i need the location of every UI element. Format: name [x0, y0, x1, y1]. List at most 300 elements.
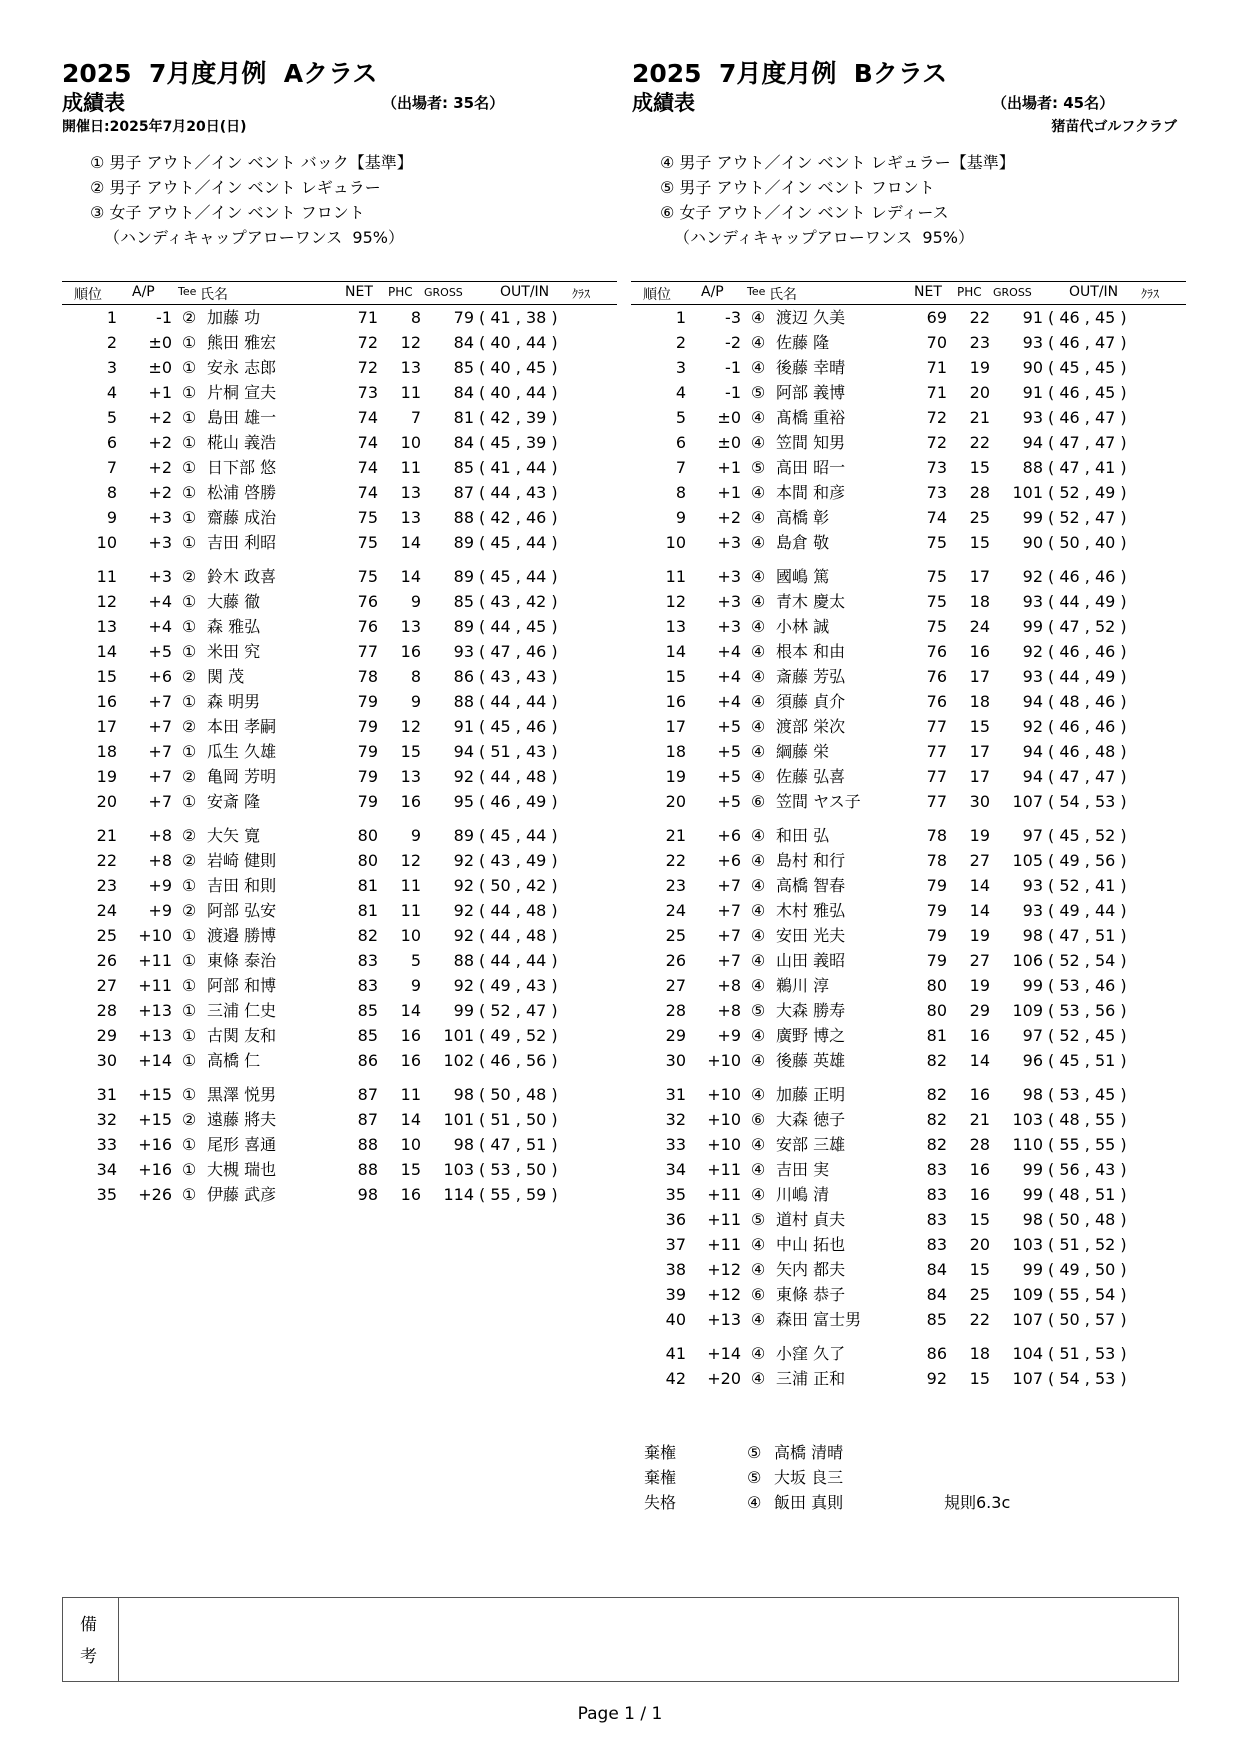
ap-cell: +9 [717, 1026, 741, 1045]
tee-cell: ① [181, 742, 197, 761]
name-cell: 吉田 利昭 [207, 533, 277, 552]
table-row [631, 589, 1186, 614]
tee-cell: ⑤ [750, 1210, 766, 1229]
table-row [62, 305, 617, 330]
tee-cell: ① [181, 458, 197, 477]
out-in-cell: ( 53 , 50 ) [479, 1160, 558, 1179]
name-cell: 安斎 隆 [207, 792, 261, 811]
tee-cell: ④ [750, 717, 766, 736]
phc-cell: 13 [400, 483, 421, 502]
table-row [631, 330, 1186, 355]
gross-cell: 93 [1022, 667, 1043, 686]
out-in-cell: ( 49 , 50 ) [1048, 1260, 1127, 1279]
ap-cell: +14 [707, 1344, 741, 1363]
ap-cell: +16 [138, 1160, 172, 1179]
gross-cell: 94 [453, 742, 474, 761]
table-row [62, 664, 617, 689]
gross-cell: 110 [1012, 1135, 1043, 1154]
name-cell: 椛山 義浩 [207, 433, 277, 452]
name-cell: 安田 光夫 [776, 926, 846, 945]
net-cell: 98 [357, 1185, 378, 1204]
gross-cell: 90 [1022, 358, 1043, 377]
gross-cell: 99 [1022, 508, 1043, 527]
net-cell: 81 [357, 901, 378, 920]
rank-cell: 34 [665, 1160, 686, 1179]
gross-cell: 93 [453, 642, 474, 661]
name-cell: 鈴木 政喜 [207, 567, 277, 586]
table-row [631, 664, 1186, 689]
rank-cell: 3 [675, 358, 686, 377]
out-in-cell: ( 46 , 49 ) [479, 792, 558, 811]
net-cell: 74 [357, 458, 378, 477]
table-row [62, 948, 617, 973]
col-ap: A/P [132, 284, 155, 300]
table-row [62, 898, 617, 923]
name-cell: 安永 志郎 [207, 358, 277, 377]
out-in-cell: ( 46 , 46 ) [1048, 717, 1127, 736]
tee-cell: ② [181, 567, 197, 586]
name-cell: 矢内 都夫 [776, 1260, 846, 1279]
out-in-cell: ( 47 , 51 ) [479, 1135, 558, 1154]
tee-cell: ① [181, 592, 197, 611]
col-rank: 順位 [643, 287, 671, 303]
tee-cell: ② [181, 767, 197, 786]
table-row [62, 823, 617, 848]
table-row [631, 923, 1186, 948]
gross-cell: 92 [453, 926, 474, 945]
tee-cell: ① [181, 1085, 197, 1104]
phc-cell: 15 [969, 1369, 990, 1388]
tee-legend-item: ④ 男子 アウト／イン ベント レギュラー【基準】 [660, 153, 1015, 172]
out-in-cell: ( 53 , 46 ) [1048, 976, 1127, 995]
tee-cell: ④ [750, 592, 766, 611]
gross-cell: 89 [453, 617, 474, 636]
net-cell: 83 [357, 951, 378, 970]
gross-cell: 81 [453, 408, 474, 427]
tee-cell: ① [181, 383, 197, 402]
out-in-cell: ( 55 , 59 ) [479, 1185, 558, 1204]
rank-cell: 41 [665, 1344, 686, 1363]
ap-cell: +7 [148, 792, 172, 811]
ap-cell: +5 [717, 742, 741, 761]
table-row [631, 530, 1186, 555]
name-cell: 後藤 幸晴 [776, 358, 846, 377]
gross-cell: 103 [443, 1160, 474, 1179]
name-cell: 島田 雄一 [207, 408, 277, 427]
handicap-note-a: （ハンディキャップアローワンス 95%） [104, 228, 404, 247]
out-in-cell: ( 47 , 52 ) [1048, 617, 1127, 636]
header-b [632, 58, 1177, 250]
net-cell: 77 [926, 792, 947, 811]
ap-cell: +9 [148, 876, 172, 895]
out-in-cell: ( 46 , 48 ) [1048, 742, 1127, 761]
net-cell: 92 [926, 1369, 947, 1388]
tee-cell: ② [181, 308, 197, 327]
tee-cell: ② [181, 1110, 197, 1129]
ap-cell: +2 [148, 433, 172, 452]
tee-cell: ⑤ [747, 1468, 762, 1487]
name-cell: 大藤 徹 [207, 592, 261, 611]
gross-cell: 97 [1022, 826, 1043, 845]
net-cell: 69 [926, 308, 947, 327]
tee-cell: ① [181, 433, 197, 452]
out-in-cell: ( 51 , 52 ) [1048, 1235, 1127, 1254]
table-row [62, 1157, 617, 1182]
net-cell: 74 [357, 483, 378, 502]
phc-cell: 8 [410, 667, 421, 686]
tee-cell: ④ [750, 333, 766, 352]
rank-cell: 33 [96, 1135, 117, 1154]
table-row [62, 848, 617, 873]
out-in-cell: ( 51 , 53 ) [1048, 1344, 1127, 1363]
gross-cell: 88 [453, 692, 474, 711]
out-in-cell: ( 46 , 56 ) [479, 1051, 558, 1070]
name-cell: 小窪 久了 [776, 1344, 846, 1363]
ap-cell: +11 [707, 1160, 741, 1179]
table-row [62, 973, 617, 998]
tee-cell: ① [181, 642, 197, 661]
net-cell: 79 [357, 767, 378, 786]
ap-cell: -2 [725, 333, 741, 352]
table-row [62, 923, 617, 948]
tee-cell: ① [181, 617, 197, 636]
table-row [631, 1282, 1186, 1307]
net-cell: 76 [926, 642, 947, 661]
phc-cell: 8 [410, 308, 421, 327]
net-cell: 83 [926, 1235, 947, 1254]
table-header [631, 281, 1186, 305]
page-footer: Page 1 / 1 [577, 1704, 663, 1724]
phc-cell: 16 [400, 1185, 421, 1204]
table-row [62, 714, 617, 739]
rank-cell: 31 [96, 1085, 117, 1104]
rank-cell: 36 [665, 1210, 686, 1229]
table-row [62, 405, 617, 430]
tee-cell: ④ [750, 1051, 766, 1070]
phc-cell: 7 [410, 408, 421, 427]
ap-cell: +15 [138, 1085, 172, 1104]
entrants-a: （出場者: 35名） [382, 94, 505, 112]
rank-cell: 25 [96, 926, 117, 945]
name-cell: 中山 拓也 [776, 1235, 846, 1254]
phc-cell: 9 [410, 826, 421, 845]
out-in-cell: ( 46 , 46 ) [1048, 642, 1127, 661]
phc-cell: 25 [969, 1285, 990, 1304]
out-in-cell: ( 54 , 53 ) [1048, 792, 1127, 811]
rank-cell: 1 [675, 308, 686, 327]
table-row [62, 689, 617, 714]
phc-cell: 27 [969, 951, 990, 970]
name-cell: 尾形 喜通 [207, 1135, 277, 1154]
tee-cell: ④ [750, 533, 766, 552]
rank-cell: 22 [665, 851, 686, 870]
ap-cell: +11 [707, 1185, 741, 1204]
rank-cell: 3 [106, 358, 117, 377]
out-in-cell: ( 45 , 39 ) [479, 433, 558, 452]
col-ap: A/P [701, 284, 724, 300]
ap-cell: +13 [138, 1026, 172, 1045]
rank-cell: 35 [665, 1185, 686, 1204]
ap-cell: +7 [717, 951, 741, 970]
name-cell: 日下部 悠 [207, 458, 277, 477]
rank-cell: 5 [106, 408, 117, 427]
table-row [631, 789, 1186, 814]
gross-cell: 92 [453, 767, 474, 786]
table-row [631, 739, 1186, 764]
rank-cell: 32 [96, 1110, 117, 1129]
net-cell: 77 [926, 742, 947, 761]
table-row [631, 405, 1186, 430]
out-in-cell: ( 47 , 51 ) [1048, 926, 1127, 945]
tee-cell: ② [181, 667, 197, 686]
net-cell: 86 [926, 1344, 947, 1363]
phc-cell: 18 [969, 592, 990, 611]
rank-cell: 24 [96, 901, 117, 920]
name-cell: 加藤 正明 [776, 1085, 846, 1104]
ap-cell: -3 [725, 308, 741, 327]
tee-cell: ④ [750, 976, 766, 995]
name-cell: 髙橋 重裕 [776, 408, 846, 427]
net-cell: 84 [926, 1285, 947, 1304]
table-row [62, 998, 617, 1023]
out-in-cell: ( 44 , 48 ) [479, 926, 558, 945]
tee-cell: ④ [750, 1085, 766, 1104]
table-row [631, 1232, 1186, 1257]
out-in-cell: ( 49 , 52 ) [479, 1026, 558, 1045]
rank-cell: 18 [96, 742, 117, 761]
col-out-in: OUT/IN [1069, 284, 1119, 300]
gross-cell: 79 [453, 308, 474, 327]
tee-cell: ④ [750, 358, 766, 377]
gross-cell: 99 [1022, 617, 1043, 636]
net-cell: 88 [357, 1160, 378, 1179]
ap-cell: +7 [148, 742, 172, 761]
phc-cell: 17 [969, 742, 990, 761]
out-in-cell: ( 56 , 43 ) [1048, 1160, 1127, 1179]
net-cell: 85 [357, 1026, 378, 1045]
gross-cell: 93 [1022, 408, 1043, 427]
name-cell: 根本 和由 [776, 642, 846, 661]
phc-cell: 15 [400, 742, 421, 761]
net-cell: 87 [357, 1110, 378, 1129]
name-cell: 渡部 栄次 [776, 717, 846, 736]
out-in-cell: ( 51 , 43 ) [479, 742, 558, 761]
col-phc: PHC [957, 285, 982, 299]
name-cell: 関 茂 [207, 667, 245, 686]
rank-cell: 34 [96, 1160, 117, 1179]
ap-cell: +4 [717, 692, 741, 711]
net-cell: 72 [926, 408, 947, 427]
ap-cell: -1 [725, 358, 741, 377]
tee-cell: ① [181, 1185, 197, 1204]
rank-cell: 23 [665, 876, 686, 895]
remarks-label-char: 考 [80, 1647, 97, 1667]
table-row [631, 505, 1186, 530]
tee-cell: ④ [750, 1235, 766, 1254]
rank-cell: 20 [665, 792, 686, 811]
tee-cell: ⑤ [750, 458, 766, 477]
name-cell: 斎藤 芳弘 [776, 667, 846, 686]
ap-cell: +5 [148, 642, 172, 661]
out-in-cell: ( 45 , 51 ) [1048, 1051, 1127, 1070]
tee-cell: ⑥ [750, 1285, 766, 1304]
out-in-cell: ( 46 , 46 ) [1048, 567, 1127, 586]
tee-cell: ④ [750, 1135, 766, 1154]
gross-cell: 107 [1012, 792, 1043, 811]
gross-cell: 90 [1022, 533, 1043, 552]
name-cell: 小林 誠 [776, 617, 830, 636]
out-in-cell: ( 42 , 46 ) [479, 508, 558, 527]
tee-cell: ① [181, 692, 197, 711]
out-in-cell: ( 53 , 45 ) [1048, 1085, 1127, 1104]
table-row [62, 1082, 617, 1107]
gross-cell: 98 [1022, 1210, 1043, 1229]
name-cell: 米田 究 [207, 642, 261, 661]
ap-cell: +11 [707, 1235, 741, 1254]
rank-cell: 14 [665, 642, 686, 661]
phc-cell: 17 [969, 667, 990, 686]
out-in-cell: ( 52 , 47 ) [1048, 508, 1127, 527]
gross-cell: 92 [1022, 642, 1043, 661]
name-cell: 黒澤 悦男 [207, 1085, 277, 1104]
net-cell: 75 [926, 567, 947, 586]
ap-cell: +2 [148, 458, 172, 477]
gross-cell: 99 [1022, 976, 1043, 995]
tee-cell: ① [181, 408, 197, 427]
gross-cell: 89 [453, 567, 474, 586]
phc-cell: 14 [969, 901, 990, 920]
table-row [631, 430, 1186, 455]
ap-cell: +7 [148, 692, 172, 711]
table-row [631, 1048, 1186, 1073]
table-row [631, 1341, 1186, 1366]
gross-cell: 114 [443, 1185, 474, 1204]
col-gross: GROSS [424, 286, 463, 299]
ap-cell: +8 [148, 826, 172, 845]
ap-cell: +7 [148, 767, 172, 786]
rank-cell: 16 [96, 692, 117, 711]
phc-cell: 20 [969, 383, 990, 402]
net-cell: 74 [357, 408, 378, 427]
phc-cell: 16 [969, 642, 990, 661]
phc-cell: 11 [400, 458, 421, 477]
out-in-cell: ( 49 , 43 ) [479, 976, 558, 995]
name-cell: 國嶋 篤 [776, 567, 830, 586]
ap-cell: -1 [156, 308, 172, 327]
name-cell: 青木 慶太 [776, 592, 846, 611]
phc-cell: 13 [400, 508, 421, 527]
phc-cell: 15 [969, 1260, 990, 1279]
phc-cell: 9 [410, 692, 421, 711]
net-cell: 72 [357, 333, 378, 352]
gross-cell: 93 [1022, 901, 1043, 920]
status-cell: 棄権 [644, 1468, 677, 1487]
table-row [631, 764, 1186, 789]
name-cell: 佐藤 弘喜 [776, 767, 846, 786]
table-body [631, 305, 1186, 1391]
gross-cell: 95 [453, 792, 474, 811]
name-cell: 三浦 仁史 [207, 1001, 277, 1020]
phc-cell: 16 [400, 1051, 421, 1070]
ap-cell: +26 [138, 1185, 172, 1204]
net-cell: 71 [926, 383, 947, 402]
net-cell: 76 [357, 592, 378, 611]
table-row [631, 455, 1186, 480]
ap-cell: ±0 [148, 358, 172, 377]
table-row [62, 639, 617, 664]
phc-cell: 22 [969, 433, 990, 452]
table-row [631, 898, 1186, 923]
out-in-cell: ( 52 , 41 ) [1048, 876, 1127, 895]
name-cell: 伊藤 武彦 [207, 1185, 277, 1204]
out-in-cell: ( 45 , 46 ) [479, 717, 558, 736]
tee-cell: ② [181, 826, 197, 845]
net-cell: 88 [357, 1135, 378, 1154]
rank-cell: 15 [96, 667, 117, 686]
gross-cell: 107 [1012, 1369, 1043, 1388]
table-row [62, 1107, 617, 1132]
phc-cell: 9 [410, 976, 421, 995]
rank-cell: 13 [96, 617, 117, 636]
tee-cell: ① [181, 926, 197, 945]
gross-cell: 91 [1022, 383, 1043, 402]
ap-cell: +3 [148, 508, 172, 527]
net-cell: 85 [926, 1310, 947, 1329]
tee-cell: ④ [750, 1026, 766, 1045]
gross-cell: 92 [453, 876, 474, 895]
name-cell: 森 明男 [207, 692, 261, 711]
ap-cell: ±0 [717, 433, 741, 452]
rank-cell: 12 [665, 592, 686, 611]
ap-cell: +10 [707, 1110, 741, 1129]
name-cell: 松浦 啓勝 [207, 483, 277, 502]
gross-cell: 99 [1022, 1185, 1043, 1204]
net-cell: 74 [926, 508, 947, 527]
table-row [62, 1048, 617, 1073]
tee-cell: ① [181, 1135, 197, 1154]
phc-cell: 15 [969, 533, 990, 552]
ap-cell: +3 [717, 533, 741, 552]
ap-cell: +12 [707, 1260, 741, 1279]
ap-cell: +11 [138, 951, 172, 970]
net-cell: 84 [926, 1260, 947, 1279]
phc-cell: 10 [400, 1135, 421, 1154]
phc-cell: 19 [969, 826, 990, 845]
entrants-b: （出場者: 45名） [992, 94, 1115, 112]
rank-cell: 17 [96, 717, 117, 736]
ap-cell: +4 [148, 617, 172, 636]
phc-cell: 15 [400, 1160, 421, 1179]
tee-cell: ① [181, 876, 197, 895]
phc-cell: 19 [969, 926, 990, 945]
phc-cell: 23 [969, 333, 990, 352]
name-cell: 鵜川 淳 [776, 976, 830, 995]
net-cell: 74 [357, 433, 378, 452]
net-cell: 77 [357, 642, 378, 661]
net-cell: 81 [357, 876, 378, 895]
event-date: 開催日:2025年7月20日(日) [62, 119, 247, 135]
out-in-cell: ( 52 , 45 ) [1048, 1026, 1127, 1045]
phc-cell: 14 [400, 533, 421, 552]
tee-cell: ④ [750, 951, 766, 970]
out-in-cell: ( 45 , 45 ) [1048, 358, 1127, 377]
out-in-cell: ( 47 , 47 ) [1048, 433, 1127, 452]
net-cell: 83 [926, 1160, 947, 1179]
gross-cell: 101 [443, 1026, 474, 1045]
out-in-cell: ( 46 , 45 ) [1048, 383, 1127, 402]
table-row [62, 764, 617, 789]
rank-cell: 28 [665, 1001, 686, 1020]
